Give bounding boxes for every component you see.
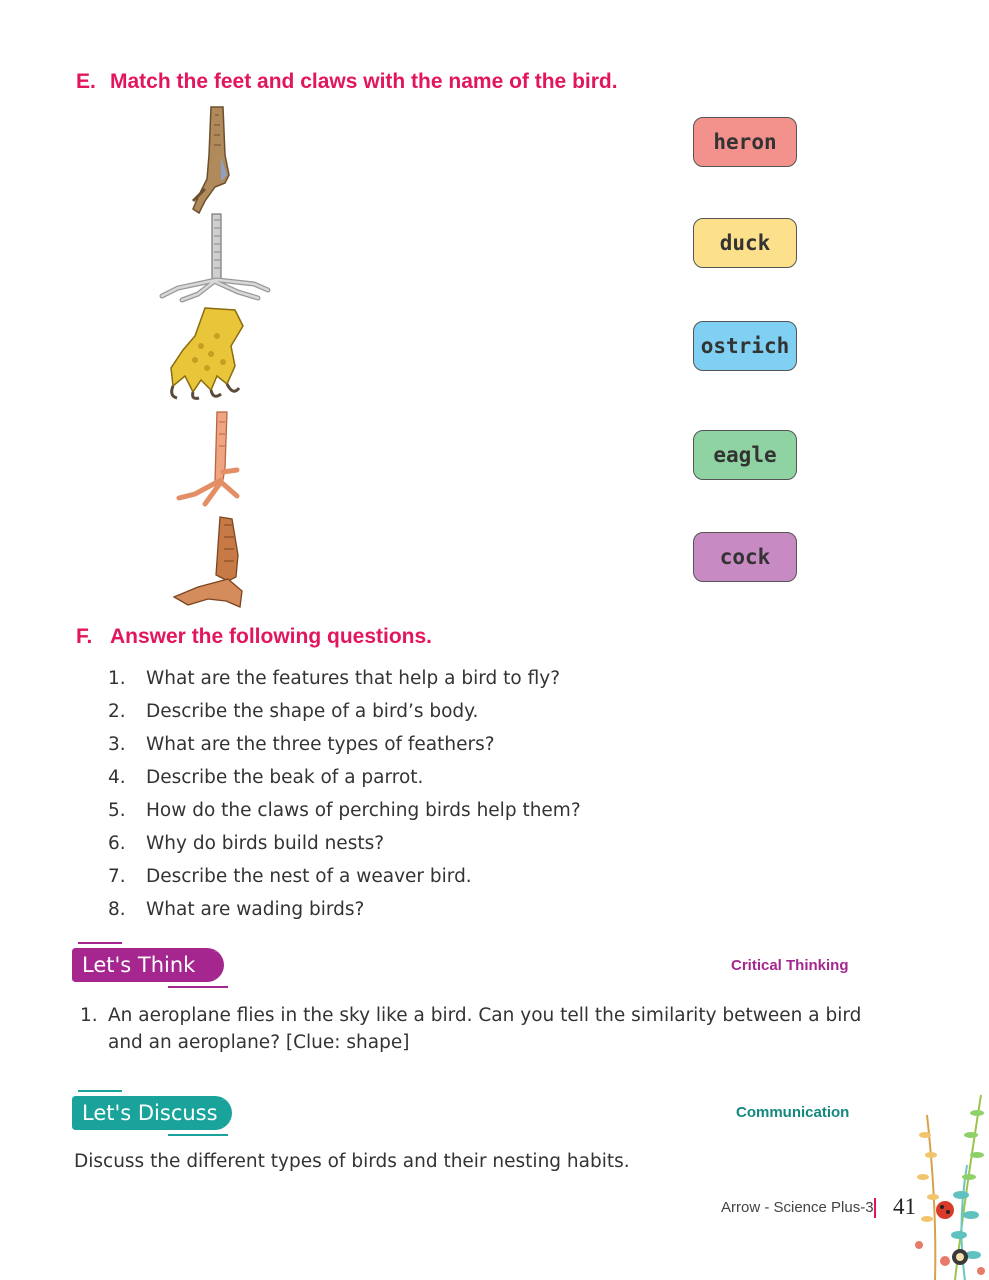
- lets-discuss-label: Let's Discuss: [82, 1101, 218, 1125]
- lets-discuss-badge: [72, 1096, 232, 1130]
- name-box-heron[interactable]: [693, 117, 797, 167]
- lets-think-question: [80, 1002, 861, 1056]
- list-item: [108, 761, 581, 794]
- question-text: What are wading birds?: [146, 899, 365, 920]
- badge-decoration: [168, 986, 228, 988]
- question-number: 1.: [108, 668, 126, 689]
- duck-foot-image: [168, 515, 253, 610]
- lets-discuss-text: Discuss the different types of birds and their nesting habits.: [74, 1151, 630, 1172]
- section-f-letter: F.: [76, 625, 93, 648]
- footer-divider: [874, 1198, 876, 1218]
- question-number: 7.: [108, 866, 126, 887]
- question-text: Describe the beak of a parrot.: [146, 767, 424, 788]
- communication-tag: Communication: [736, 1104, 850, 1121]
- list-item: [108, 794, 581, 827]
- name-box-eagle[interactable]: [693, 430, 797, 480]
- list-item: [108, 860, 581, 893]
- heron-foot-image: [185, 105, 245, 215]
- question-text: Describe the shape of a bird’s body.: [146, 701, 479, 722]
- badge-decoration: [78, 942, 122, 944]
- name-box-cock[interactable]: [693, 532, 797, 582]
- badge-decoration: [78, 1090, 122, 1092]
- name-box-label: heron: [713, 130, 777, 154]
- list-item: [108, 827, 581, 860]
- lets-think-badge: [72, 948, 224, 982]
- page-number: 41: [893, 1194, 916, 1219]
- eagle-foot-image: [165, 306, 250, 401]
- section-e-title: Match the feet and claws with the name of the bird.: [110, 70, 618, 93]
- question-line-2: and an aeroplane? [Clue: shape]: [108, 1032, 410, 1053]
- section-f-title: Answer the following questions.: [110, 625, 433, 648]
- critical-thinking-tag: Critical Thinking: [731, 957, 849, 974]
- question-number: 8.: [108, 899, 126, 920]
- name-box-label: duck: [719, 231, 771, 255]
- question-text: Describe the nest of a weaver bird.: [146, 866, 472, 887]
- name-box-duck[interactable]: [693, 218, 797, 268]
- badge-decoration: [168, 1134, 228, 1136]
- question-text: What are the features that help a bird to fly?: [146, 668, 561, 689]
- ostrich-foot-image: [158, 212, 273, 304]
- name-box-label: ostrich: [700, 334, 790, 358]
- question-number: 6.: [108, 833, 126, 854]
- question-list: [108, 662, 581, 926]
- question-number: 4.: [108, 767, 126, 788]
- list-item: [108, 662, 581, 695]
- name-box-ostrich[interactable]: [693, 321, 797, 371]
- question-number: 5.: [108, 800, 126, 821]
- plant-decoration-icon: [905, 1085, 989, 1280]
- question-text: How do the claws of perching birds help them?: [146, 800, 581, 821]
- section-f-heading: [76, 625, 432, 649]
- question-line-1: An aeroplane flies in the sky like a bird. Can you tell the similarity between a bird: [108, 1005, 862, 1026]
- section-e-letter: E.: [76, 70, 96, 93]
- name-box-label: eagle: [713, 443, 777, 467]
- question-number: 1.: [80, 1005, 98, 1026]
- question-text: What are the three types of feathers?: [146, 734, 495, 755]
- question-number: 2.: [108, 701, 126, 722]
- question-number: 3.: [108, 734, 126, 755]
- question-text: Why do birds build nests?: [146, 833, 385, 854]
- cock-foot-image: [175, 410, 245, 510]
- section-e-heading: [76, 70, 618, 94]
- list-item: [108, 695, 581, 728]
- footer-book-title: Arrow - Science Plus-3: [721, 1199, 874, 1216]
- list-item: [108, 893, 581, 926]
- name-box-label: cock: [719, 545, 771, 569]
- list-item: [108, 728, 581, 761]
- lets-think-label: Let's Think: [82, 953, 196, 977]
